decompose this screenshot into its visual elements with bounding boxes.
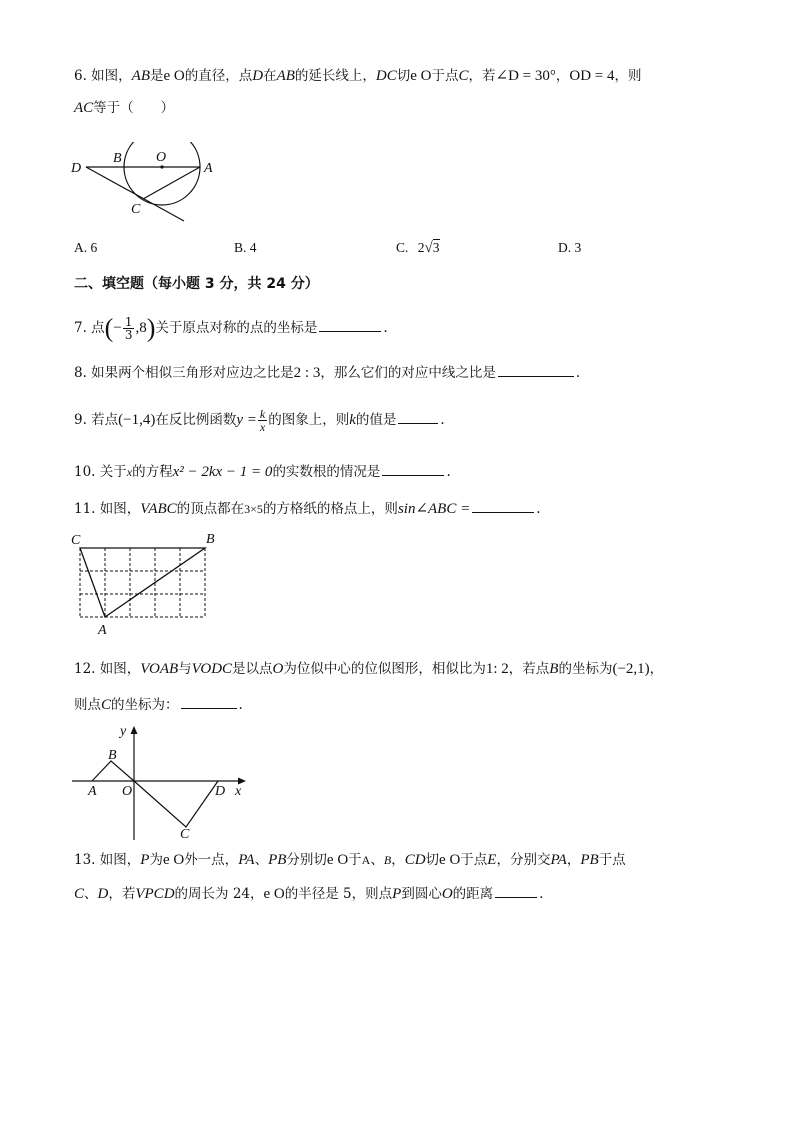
q12-line1 [74,659,663,679]
q8-end: . [575,365,581,381]
q12-label-d: D [215,784,226,799]
q6-text: 的延长线上， [294,68,376,84]
q13-end: . [539,886,544,902]
q11-label-c: C [71,533,81,548]
q12-label-b: B [108,748,117,763]
q12-triangle-odc [134,781,218,827]
q10-answer-blank[interactable] [382,461,444,476]
q13-line2 [74,883,543,904]
q9-num: k [259,407,266,421]
q6-chord-ac [143,167,200,199]
q11-triangle: VABC [140,501,177,517]
q9-text4: 的值是 [355,412,397,428]
q8-answer-blank[interactable] [498,362,574,377]
q6-label-o: O [156,150,167,165]
q11-end: . [536,501,541,517]
q10-line [74,461,451,482]
q10-text: 10. 关于 [74,464,127,480]
q9-end: . [440,412,445,428]
q13-pb: PB [268,852,287,868]
q13-pa: PA [550,852,567,868]
q6-text: 的直径，点 [184,68,253,84]
q9-line [74,408,445,433]
q12-o: O [272,661,284,677]
q12-coords: (−2,1) [612,661,650,677]
q8-text2: ，那么它们的对应中线之比是 [320,365,496,381]
q12-text: 是以点 [232,661,273,677]
q13-text: 于点 [598,852,626,868]
q9-fraction [258,408,267,433]
q13-text: 、 [84,886,98,902]
q13-circle: e O [326,852,349,868]
q13-text: ，分别交 [496,852,551,868]
q13-text: 于点 [460,852,488,868]
q8-line [74,362,580,383]
q13-line1 [74,850,626,870]
q13-text: 的周长为 24， [174,886,264,902]
q13-text: 分别切 [286,852,327,868]
q7-number: 7. 点 [74,320,105,336]
q6-text: ，若 [468,68,496,84]
q12-label-y: y [120,724,127,739]
q12-text: 与 [178,661,192,677]
q11-text2: 的顶点都在 [176,501,245,517]
q12-c: C [101,697,112,713]
q13-text: 13. 如图， [74,852,141,868]
q6-circle2: e O [410,68,432,84]
q6-od: OD = 4 [569,68,615,84]
q13-a: A [361,853,371,867]
q6-text: 在 [263,68,277,84]
q6-label-d: D [71,161,82,176]
q11-figure [68,530,228,642]
q12-figure [68,722,254,844]
q6-d: D [252,68,264,84]
q13-answer-blank[interactable] [495,883,537,898]
q9-answer-blank[interactable] [398,409,438,424]
q12-triangle-oab [92,761,134,781]
q13-pb: PB [580,852,599,868]
q6-figure [68,142,218,232]
q11-line [74,498,541,519]
q12-text: 的坐标为 [558,661,613,677]
q13-text: 切 [425,852,440,868]
q8-ratio: 2 : 3 [293,365,321,381]
q13-d: D [97,886,109,902]
q6-label-a: A [204,161,213,176]
q6-option-a: A. 6 [74,240,98,255]
q9-text: 9. 若点 [74,412,119,428]
sqrt-icon: √ [424,240,433,256]
q9-text2: 在反比例函数 [155,412,237,428]
q6-option-c [396,240,440,257]
q13-text: ， [566,852,581,868]
q13-o: O [441,886,453,902]
q6-text: 等于（ ） [93,100,175,116]
q11-sin: sin∠ABC = [397,501,471,517]
q13-text: 、 [370,852,384,868]
q12-ratio: 1: 2 [485,661,509,677]
q13-triangle: VPCD [135,886,175,902]
q13-text: ，若 [108,886,136,902]
q12-text: 为位似中心的位似图形，相似比为 [283,661,486,677]
q12-odc: VODC [191,661,233,677]
q11-text: 11. 如图， [74,501,141,517]
q6-label-b: B [113,151,122,166]
q13-text: 的距离 [452,886,494,902]
q12-oab: VOAB [140,661,179,677]
q6-ab2: AB [276,68,295,84]
q6-circle: e O [163,68,185,84]
q6-c: C [458,68,469,84]
q10-text3: 的实数根的情况是 [272,464,381,480]
q13-circle: e O [263,886,285,902]
q11-label-b: B [206,532,215,547]
q13-p: P [392,886,402,902]
q6-text: ，则 [614,68,642,84]
q12-text: 的坐标为： [111,697,179,713]
q12-label-x: x [235,784,242,799]
q6-line1 [74,66,642,86]
q7-end: . [383,320,388,336]
q6-option-c-radicand: 3 [432,240,440,255]
q13-e: E [487,852,497,868]
q6-option-d: D. 3 [558,240,582,255]
q6-number: 6. 如图， [74,68,132,84]
q10-end: . [446,464,451,480]
q6-ab: AB [131,68,150,84]
q13-text: 外一点， [184,852,239,868]
q13-text: 的半径是 5，则点 [284,886,393,902]
q13-pa: PA [238,852,255,868]
q6-text: 切 [396,68,411,84]
q12-text: 则点 [74,697,101,713]
q6-center-dot [160,165,163,168]
q12-b: B [549,661,559,677]
q12-answer-blank[interactable] [181,694,237,709]
q13-text: 于 [348,852,362,868]
q13-text: 、 [254,852,269,868]
q11-answer-blank[interactable] [472,498,534,513]
q11-grid-lines [80,548,205,617]
q12-end: . [238,697,243,713]
q7-lparen: ( [104,313,114,343]
arrow-up-icon [131,726,138,734]
q9-k: k [349,412,356,428]
q6-option-c-prefix: C. [396,240,409,255]
q10-x: x [126,465,133,479]
q12-label-o: O [122,784,133,799]
q9-point: (−1,4) [118,412,156,428]
q12-label-c: C [180,827,190,842]
q7-rparen: ) [146,313,156,343]
q6-ac: AC [74,100,94,116]
q13-cd: CD [404,852,426,868]
q7-rest: ,8 [135,320,147,336]
q6-angle: ∠D = 30° [495,68,556,84]
q9-den: x [259,420,266,434]
q12-text: 12. 如图， [74,661,141,677]
q7-neg: − [113,320,122,336]
q12-line2 [74,694,243,715]
q10-text2: 的方程 [132,464,173,480]
q6-text: 是 [150,68,164,84]
q6-option-b: B. 4 [234,240,257,255]
q8-text: 8. 如果两个相似三角形对应边之比是 [74,365,294,381]
q12-text: ， [649,661,664,677]
q7-num: 1 [124,315,133,329]
q6-text: 于点 [431,68,459,84]
q7-line [74,313,388,343]
q13-b: B [383,853,392,867]
q11-label-a: A [98,623,107,638]
q11-grid: 3×5 [244,502,263,516]
q13-text: 为 [149,852,163,868]
q7-den: 3 [124,328,133,342]
q13-text: ， [391,852,405,868]
q9-text3: 的图象上，则 [268,412,350,428]
q13-c: C [74,886,85,902]
q13-circle: e O [162,852,185,868]
q6-dc: DC [375,68,397,84]
q12-text: ，若点 [508,661,550,677]
q7-fraction [123,316,135,341]
q11-text3: 的方格纸的格点上，则 [262,501,398,517]
q13-text: 到圆心 [401,886,442,902]
q11-triangle-shape [80,548,205,617]
q13-p: P [140,852,150,868]
q10-equation: x² − 2kx − 1 = 0 [172,464,273,480]
q7-text: 关于原点对称的点的坐标是 [155,320,318,336]
q7-answer-blank[interactable] [319,317,381,332]
q13-circle: e O [439,852,461,868]
q6-text: ， [555,68,570,84]
q12-label-a: A [88,784,97,799]
q6-line2 [74,98,174,118]
q6-label-c: C [131,202,141,217]
q6-option-c-coef: 2 [417,240,425,255]
section2-title: 二、填空题（每小题 3 分，共 24 分） [74,276,319,292]
q9-y: y = [236,412,257,428]
